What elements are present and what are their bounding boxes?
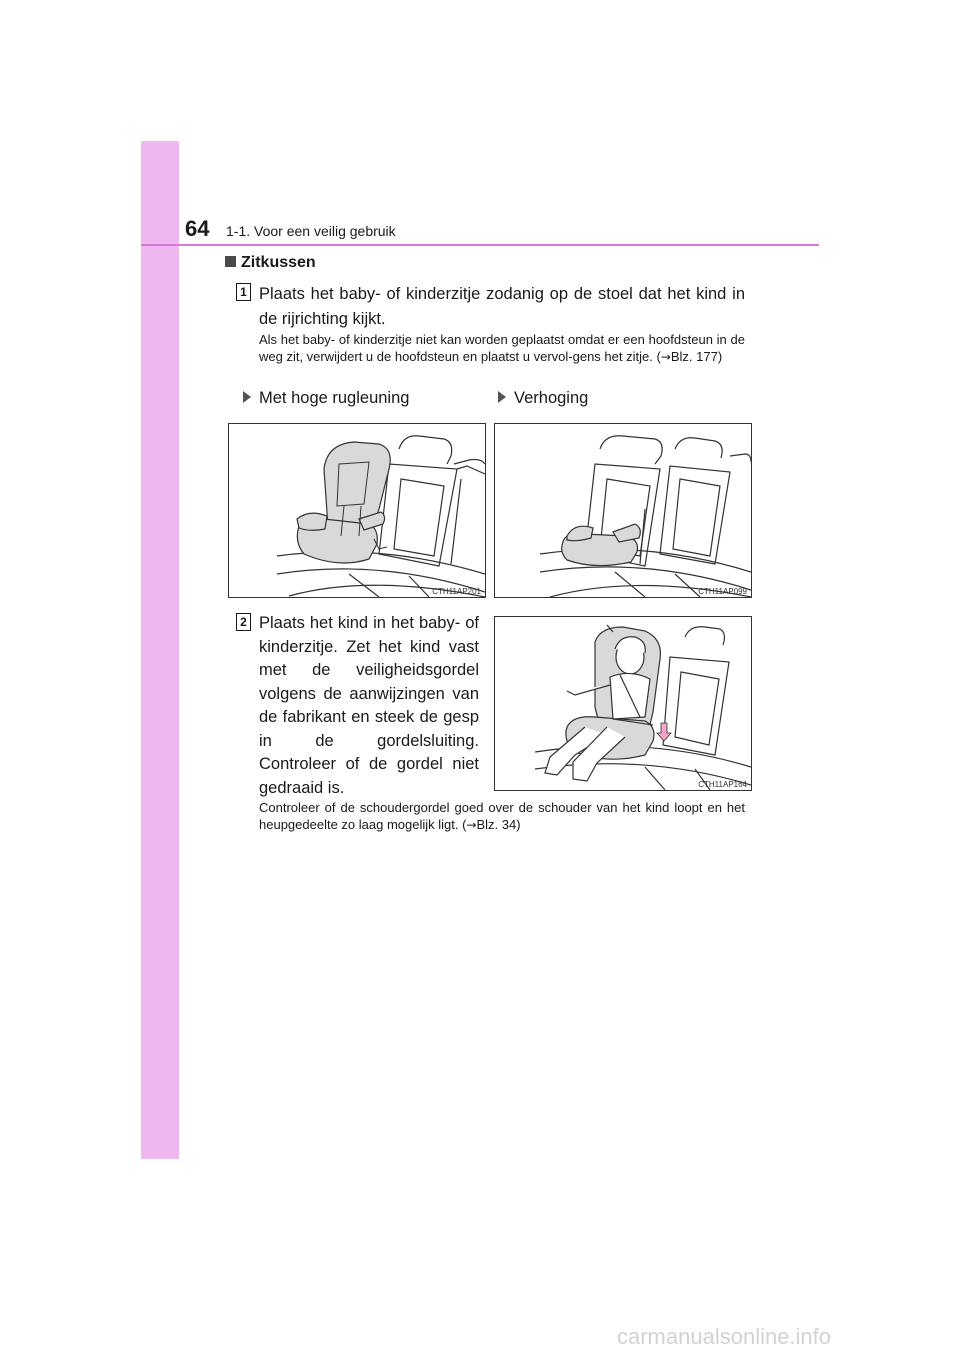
step-1-note [259,331,745,366]
step-1-text: Plaats het baby- of kinderzitje zodanig op de stoel dat het kind in de rijrichting kijkt. [259,285,745,328]
page-number: 64 [185,216,210,241]
section-title-text: Zitkussen [241,254,316,271]
step-2-note-ref: Blz. 34) [476,817,521,832]
step-2-note-text: Controleer of de schoudergordel goed over de schouder van het kind loopt en het heupgedeelte zo laag mogelijk ligt. ( [259,800,745,832]
figure-1-code: CTH11AP201 [432,587,481,596]
arrow-right-icon: → [660,350,671,364]
section-heading [225,254,316,272]
figure-high-back-booster [228,423,486,598]
header-rule [141,244,819,246]
chapter-title: 1-1. Voor een veilig gebruik [226,223,396,239]
figure-1-label-text: Met hoge rugleuning [259,389,410,407]
watermark-url: carmanualsonline.info [617,1324,832,1349]
child-in-seat-illustration [495,617,751,790]
figure-2-label [498,389,588,408]
high-back-booster-illustration [229,424,485,597]
figure-2-label-text: Verhoging [514,389,589,407]
figure-2-code: CTH11AP099 [698,587,747,596]
step-number-1: 1 [236,283,251,301]
figure-1-label [243,389,409,408]
side-tab-bar [141,141,179,1159]
step-number-2: 2 [236,613,251,631]
step-1-note-ref: Blz. 177) [670,349,723,364]
triangle-bullet-icon [498,391,506,403]
figure-child-in-seat [494,616,752,791]
arrow-right-icon: → [466,818,477,832]
square-bullet-icon [225,256,236,267]
step-2-note [259,799,745,834]
step-2-text: Plaats het kind in het baby- of kinderzitje. Zet het kind vast met de veiligheidsgordel volgens de aanwijzingen van de fabrikant en steek de gesp in de gordelsluiting. Controleer of de gordel niet gedraaid is. [259,614,479,797]
figure-3-code: CTH11AP164 [698,780,747,789]
step-1-note-text: Als het baby- of kinderzitje niet kan worden geplaatst omdat er een hoofdsteun in de weg zit, verwijdert u de hoofdsteun en plaatst u vervol-gens het zitje. ( [259,332,745,364]
booster-cushion-illustration [495,424,751,597]
triangle-bullet-icon [243,391,251,403]
figure-booster-cushion [494,423,752,598]
